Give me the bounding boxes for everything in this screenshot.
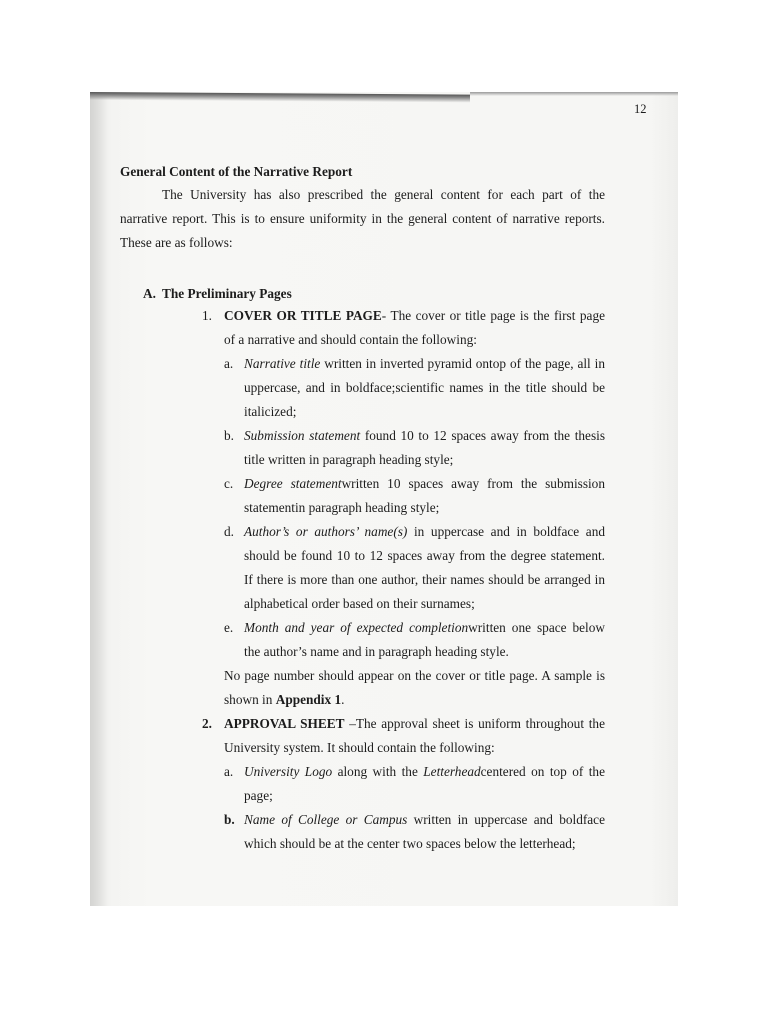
item-1c-line-1 xyxy=(244,476,605,492)
item-1a-line-3: italicized; xyxy=(244,404,297,419)
item-1-line-2: of a narrative and should contain the following: xyxy=(224,332,477,347)
item-2a-line-2: page; xyxy=(244,788,273,803)
item-2b-rest: written in uppercase and boldface xyxy=(407,812,605,827)
item-1-title: COVER OR TITLE PAGE xyxy=(224,308,382,323)
item-1c-line-2: statementin paragraph heading style; xyxy=(244,500,440,515)
item-1e-rest: written one space below xyxy=(468,620,606,635)
item-1c-rest: written 10 spaces away from the submission xyxy=(341,476,605,491)
item-1-separator: - xyxy=(381,308,387,323)
item-2a-rest: along with the xyxy=(332,764,424,779)
item-1d-line-3: If there is more than one author, their names should be arranged in xyxy=(244,572,605,587)
item-1e-letter: e. xyxy=(224,620,234,635)
appendix-reference: Appendix 1 xyxy=(275,692,342,707)
page-top-shadow xyxy=(90,92,470,103)
item-1-number: 1. xyxy=(202,308,212,323)
item-1e-italic: Month and year of expected completion xyxy=(244,620,469,635)
item-1d-line-4: alphabetical order based on their surnames; xyxy=(244,596,475,611)
section-a-marker: A. xyxy=(143,286,156,301)
intro-line-1: The University has also prescribed the general content for each part of the xyxy=(162,187,605,202)
item-2-line-1-rest: The approval sheet is uniform throughout the xyxy=(355,716,605,731)
intro-line-3: These are as follows: xyxy=(120,235,233,250)
item-1-line-1 xyxy=(224,308,605,324)
item-1-note-line-2 xyxy=(224,692,344,708)
item-2-title: APPROVAL SHEET xyxy=(224,716,345,731)
item-1d-line-1 xyxy=(244,524,605,540)
item-2a-line-1 xyxy=(244,764,605,780)
page-edge-shadow xyxy=(90,92,108,906)
item-1c-letter: c. xyxy=(224,476,234,491)
item-2-line-2: University system. It should contain the following: xyxy=(224,740,495,755)
item-2b-letter: b. xyxy=(224,812,235,827)
item-2b-italic: Name of College or Campus xyxy=(244,812,408,827)
item-2a-italic: University Logo xyxy=(244,764,333,779)
item-2-separator: – xyxy=(344,716,356,731)
item-1-line-1-rest: The cover or title page is the first page xyxy=(386,308,606,323)
item-2a-letter: a. xyxy=(224,764,234,779)
item-1b-letter: b. xyxy=(224,428,234,443)
item-1e-line-1 xyxy=(244,620,605,636)
item-2-line-1 xyxy=(224,716,605,732)
item-2b-line-2: which should be at the center two spaces below the letterhead; xyxy=(244,836,576,851)
item-1d-rest: in uppercase and in boldface and xyxy=(407,524,605,539)
item-2a-rest-2: centered on top of the xyxy=(480,764,605,779)
section-a-title: The Preliminary Pages xyxy=(162,286,292,301)
page-number: 12 xyxy=(634,102,647,116)
section-heading: General Content of the Narrative Report xyxy=(120,164,353,179)
item-1e-line-2: the author’s name and in paragraph heading style. xyxy=(244,644,509,659)
item-1b-rest: found 10 to 12 spaces away from the thesis xyxy=(360,428,605,443)
item-1a-italic: Narrative title xyxy=(244,356,321,371)
item-1d-line-2: should be found 10 to 12 spaces away from the degree statement. xyxy=(244,548,605,563)
item-2-number: 2. xyxy=(202,716,212,731)
scanned-page xyxy=(90,92,678,906)
item-1b-line-2: title written in paragraph heading style; xyxy=(244,452,454,467)
item-1a-rest: written in inverted pyramid ontop of the page, all in xyxy=(320,356,606,371)
item-2b-line-1 xyxy=(244,812,605,828)
item-1c-italic: Degree statement xyxy=(244,476,342,491)
item-1-note-line-1: No page number should appear on the cover or title page. A sample is xyxy=(224,668,605,683)
item-1b-italic: Submission statement xyxy=(244,428,361,443)
item-1a-line-1 xyxy=(244,356,605,372)
item-1d-letter: d. xyxy=(224,524,234,539)
item-1a-line-2: uppercase, and in boldface;scientific names in the title should be xyxy=(244,380,605,395)
item-1-note-pre: shown in xyxy=(224,692,276,707)
item-1b-line-1 xyxy=(244,428,605,444)
item-1-note-post: . xyxy=(341,692,345,707)
intro-line-2: narrative report. This is to ensure uniformity in the general content of narrative reports. xyxy=(120,211,605,226)
page-top-shadow-right xyxy=(470,92,678,96)
item-1a-letter: a. xyxy=(224,356,234,371)
item-2a-italic-2: Letterhead xyxy=(423,764,481,779)
item-1d-italic: Author’s or authors’ name(s) xyxy=(244,524,408,539)
